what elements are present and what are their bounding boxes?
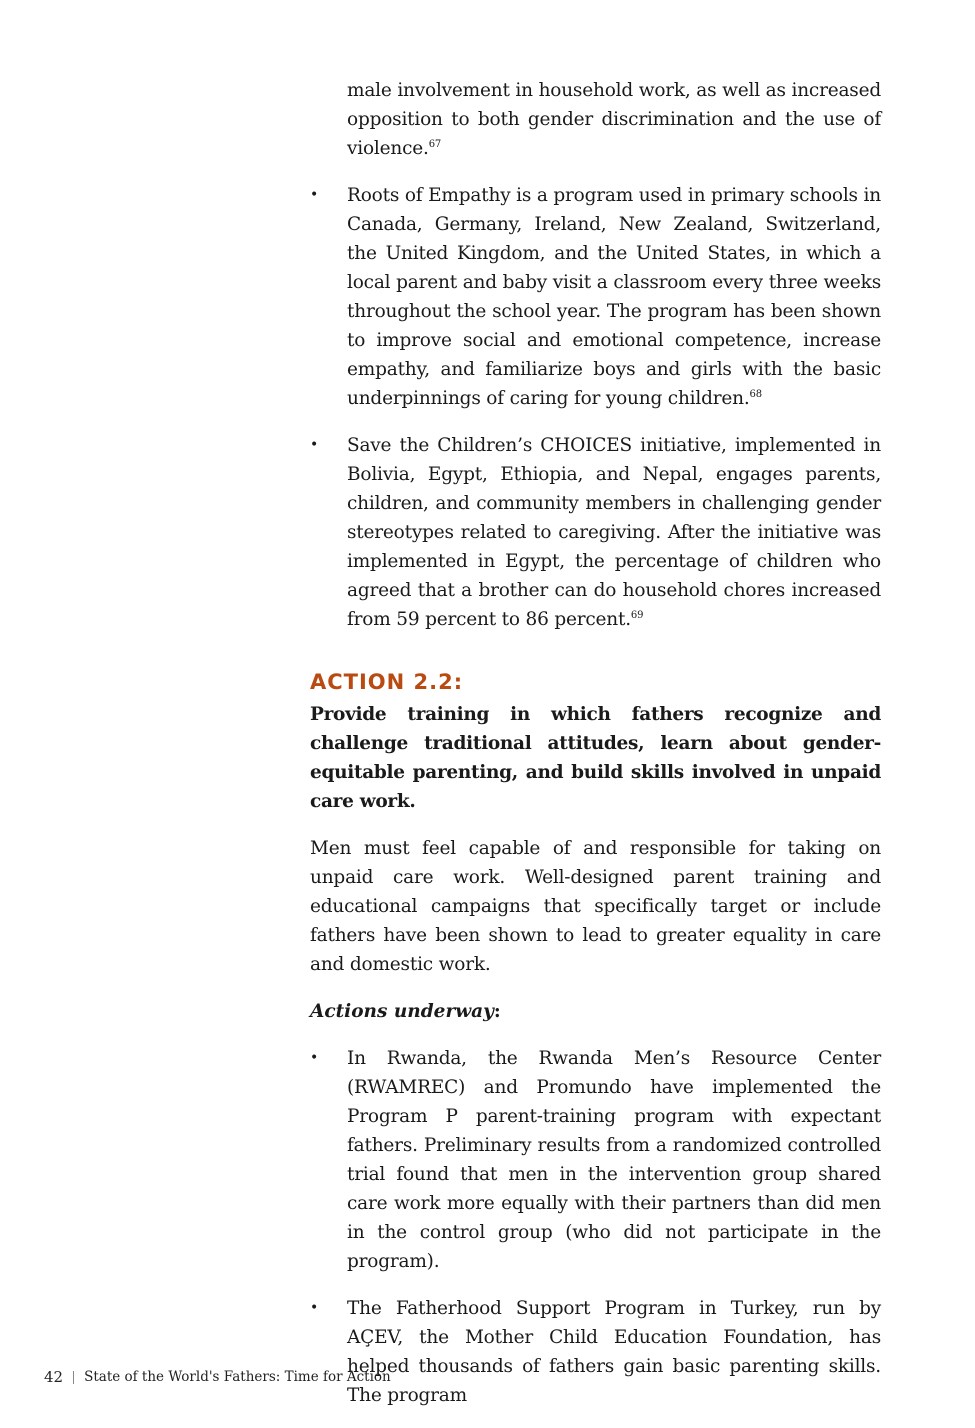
list-item xyxy=(310,431,881,634)
bullet-icon: • xyxy=(310,1300,319,1316)
continued-text: male involvement in household work, as well as increased opposition to both gender discrimination and the use of violence. xyxy=(347,80,881,159)
body-paragraph: Men must feel capable of and responsible for taking on unpaid care work. Well-designed parent training and educational campaigns that specifically target or include fathers have been shown to lead to greater equality in care and domestic work. xyxy=(310,838,881,975)
list-item-text: The Fatherhood Support Program in Turkey, run by AÇEV, the Mother Child Education Foundation, has helped thousands of fathers gain basic parenting skills. The program xyxy=(347,1298,881,1406)
footnote-ref: 67 xyxy=(428,138,442,150)
page-footer xyxy=(44,1368,391,1386)
continued-bullet-text xyxy=(310,76,881,163)
main-column xyxy=(310,76,881,1428)
actions-underway-label: Actions underway: xyxy=(310,1001,501,1022)
list-item-text: In Rwanda, the Rwanda Men’s Resource Center (RWAMREC) and Promundo have implemented the Program P parent-training program with expectant fathers. Preliminary results from a randomized controlled trial found that men in the intervention group shared care work more equally with their partners than did men in the control group (who did not participate in the program). xyxy=(347,1048,881,1272)
bullet-icon: • xyxy=(310,1050,319,1066)
bullet-icon: • xyxy=(310,187,319,203)
footnote-ref: 68 xyxy=(749,388,762,400)
list-item xyxy=(310,1294,881,1410)
bullet-icon: • xyxy=(310,437,319,453)
list-item xyxy=(310,1044,881,1276)
publication-title: State of the World's Fathers: Time for Action xyxy=(84,1369,391,1385)
action-heading: ACTION 2.2: xyxy=(310,670,464,694)
footer-divider xyxy=(73,1371,74,1384)
action-subheading: Provide training in which fathers recognize and challenge traditional attitudes, learn about gender-equitable parenting, and build skills involved in unpaid care work. xyxy=(310,704,881,812)
footnote-ref: 69 xyxy=(630,609,644,621)
list-item-text: Save the Children’s CHOICES initiative, implemented in Bolivia, Egypt, Ethiopia, and Nepal, engages parents, children, and community members in challenging gender stereotypes related to caregiving. After the initiative was implemented in Egypt, the percentage of children who agreed that a brother can do household chores increased from 59 percent to 86 percent.$^{69}$ xyxy=(347,435,881,630)
page-number: 42 xyxy=(44,1368,64,1386)
list-item-text: Roots of Empathy is a program used in primary schools in Canada, Germany, Ireland, New Zealand, Switzerland, the United Kingdom, and the United States, in which a local parent and baby visit a classroom every three weeks throughout the school year. The program has been shown to improve social and emotional competence, increase empathy, and familiarize boys and girls with the basic underpinnings of caring for young children.$^{68}$ xyxy=(347,185,881,409)
list-item xyxy=(310,181,881,413)
